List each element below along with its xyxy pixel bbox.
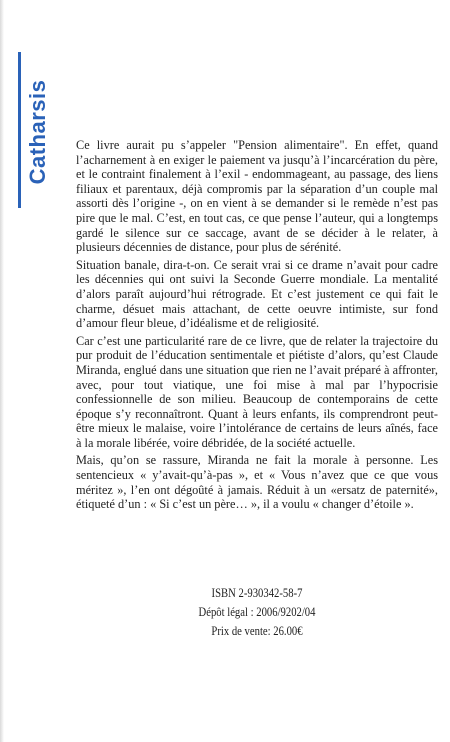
blurb-paragraph-2: Situation banale, dira-t-on. Ce serait vrai si ce drame n’avait pour cadre les décennies qui ont suivi la Seconde Guerre mondiale. La mentalité d’alors paraît aujourd’hui rétrograde. Et c’est justement ce qui fait le charme, désuet mais attachant, de cette oeuvre intimiste, sur fond d’amour fleur bleue, d’idéalisme et de religiosité.	[76, 257, 438, 331]
blurb-paragraph-1: Ce livre aurait pu s’appeler "Pension alimentaire". En effet, quand l’acharnement à en exiger le paiement va jusqu’à l’incarcération du père, et le contraint finalement à l’exil - endommageant, au passage, des liens filiaux et parentaux, déjà compromis par la séparation d’un couple mal assorti dès l’origine -, on en vient à se demander si le remède n’est pas pire que le mal. C’est, en tout cas, ce que pense l’auteur, qui a longtemps gardé le silence sur ce saccage, avant de se décider à le relater, à plusieurs décennies de distance, pour plus de sérénité.	[76, 138, 438, 255]
price: Prix de vente: 26.00€	[211, 623, 303, 638]
brand-accent-bar	[18, 52, 21, 208]
legal-deposit: Dépôt légal : 2006/9202/04	[198, 604, 316, 619]
spine-shadow	[0, 0, 4, 742]
blurb	[76, 138, 438, 515]
colophon	[109, 583, 406, 640]
isbn: ISBN 2-930342-58-7	[211, 585, 303, 600]
collection-brand: Catharsis	[25, 79, 50, 185]
blurb-paragraph-4: Mais, qu’on se rassure, Miranda ne fait la morale à personne. Les sentencieux « y’avait-qu’à-pas », et « Vous n’avez que ce que vous méritez », l’en ont dégoûté à jamais. Réduit à un «ersatz de paternité», étiqueté d’un : « Si c’est un père… », il a voulu « changer d’étoile ».	[76, 453, 438, 512]
blurb-paragraph-3: Car c’est une particularité rare de ce livre, que de relater la trajectoire du pur produit de l’éducation sentimentale et piétiste d’alors, qu’est Claude Miranda, englué dans une situation que rien ne l’avait préparé à affronter, avec, pour tout viatique, une foi mise à mal par l’hypocrisie confessionnelle de son milieu. Beaucoup de contemporains de cette époque s’y reconnaîtront. Quant à leurs enfants, ils comprendront peut-être mieux le malaise, voire l’intolérance de certains de leurs aînés, face à la morale libérée, voire débridée, de la société actuelle.	[76, 333, 438, 450]
